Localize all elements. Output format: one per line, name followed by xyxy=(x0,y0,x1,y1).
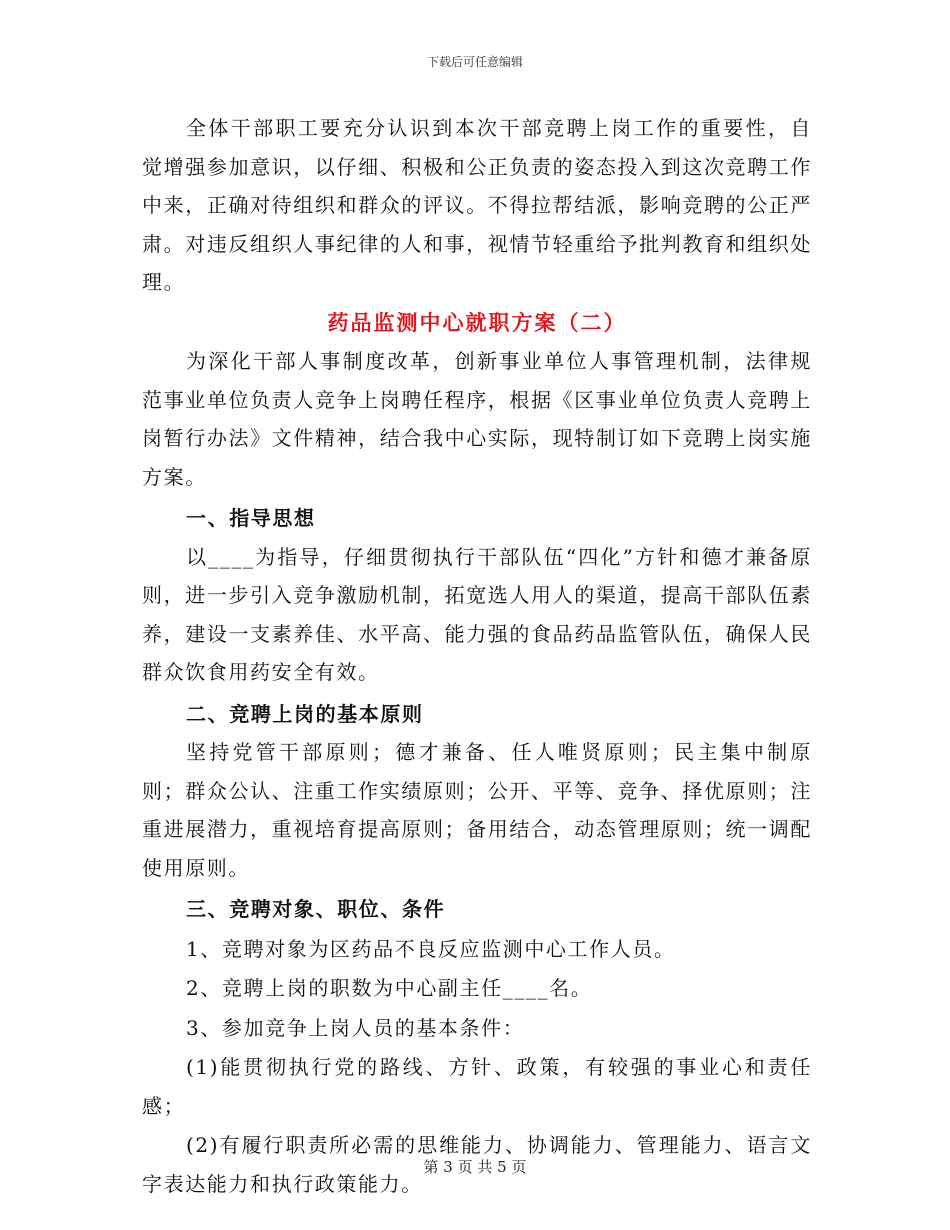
list-item-positions: 2、竞聘上岗的职数为中心副主任____名。 xyxy=(186,976,593,1000)
list-item-condition-2: (2)有履行职责所必需的思维能力、协调能力、管理能力、语言文字表达能力和执行政策能力。 xyxy=(142,1133,812,1196)
list-item-targets: 1、竞聘对象为区药品不良反应监测中心工作人员。 xyxy=(186,936,676,961)
heading-basic-principles: 二、竞聘上岗的基本原则 xyxy=(186,701,424,726)
document-body xyxy=(142,109,812,1203)
paragraph-discipline: 全体干部职工要充分认识到本次干部竞聘上岗工作的重要性，自觉增强参加意识，以仔细、积极和公正负责的姿态投入到这次竞聘工作中来，正确对待组织和群众的评议。不得拉帮结派，影响竞聘的公正严肃。对违反组织人事纪律的人和事，视情节轻重给予批判教育和组织处理。 xyxy=(142,116,812,294)
section-title: 药品监测中心就职方案（二） xyxy=(327,309,627,335)
paragraph-basic-principles: 坚持党管干部原则；德才兼备、任人唯贤原则；民主集中制原则；群众公认、注重工作实绩原则；公开、平等、竞争、择优原则；注重进展潜力，重视培育提高原则；备用结合，动态管理原则；统一调配使用原则。 xyxy=(142,740,812,880)
heading-guiding-ideology: 一、指导思想 xyxy=(186,506,316,530)
page-header: 下载后可任意编辑 xyxy=(426,55,523,69)
heading-targets-positions-conditions: 三、竞聘对象、职位、条件 xyxy=(186,897,446,921)
list-item-conditions: 3、参加竞争上岗人员的基本条件： xyxy=(186,1015,525,1040)
list-item-condition-1: (1)能贯彻执行党的路线、方针、政策，有较强的事业心和责任感； xyxy=(142,1055,812,1118)
paragraph-guiding-ideology: 以____为指导，仔细贯彻执行干部队伍“四化”方针和德才兼备原则，进一步引入竞争激励机制，拓宽选人用人的渠道，提高干部队伍素养，建设一支素养佳、水平高、能力强的食品药品监管队伍，确保人民群众饮食用药安全有效。 xyxy=(142,544,812,684)
paragraph-intro: 为深化干部人事制度改革，创新事业单位人事管理机制，法律规范事业单位负责人竞争上岗聘任程序，根据《区事业单位负责人竞聘上岗暂行办法》文件精神，结合我中心实际，现特制订如下竞聘上岗实施方案。 xyxy=(142,349,812,489)
page-footer: 第 3 页 共 5 页 xyxy=(423,1158,527,1176)
